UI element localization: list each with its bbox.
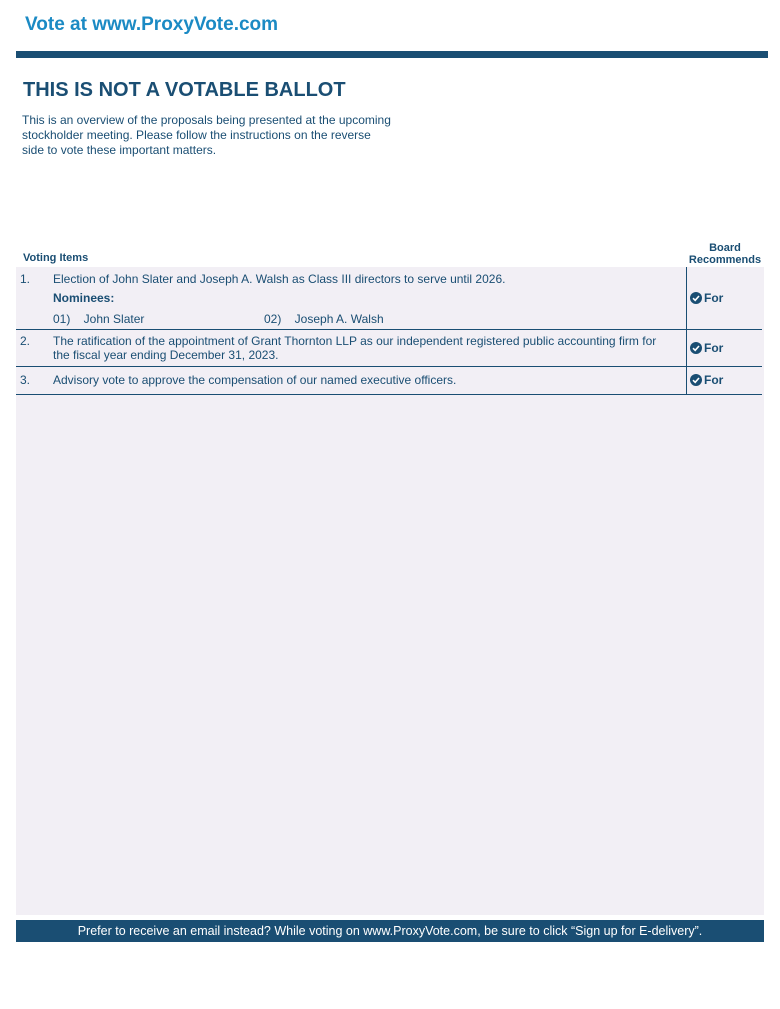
page-title: THIS IS NOT A VOTABLE BALLOT (23, 79, 346, 101)
voting-item-1 (16, 267, 762, 330)
item-text: Election of John Slater and Joseph A. Walsh as Class III directors to serve until 2026. (53, 272, 506, 286)
column-divider (686, 267, 687, 329)
item-text-line-1: The ratification of the appointment of Grant Thornton LLP as our independent registered public accounting firm for (53, 334, 657, 348)
column-divider (686, 367, 687, 394)
board-recommends-header (684, 242, 766, 266)
nominees-label: Nominees: (53, 291, 115, 305)
item-number: 3. (20, 373, 31, 387)
check-circle-icon (690, 292, 702, 304)
recommendation-label: For (704, 373, 724, 387)
header-rule (16, 51, 768, 58)
recommendation-label: For (704, 341, 724, 355)
check-circle-icon (690, 374, 702, 386)
item-text-line-2: the fiscal year ending December 31, 2023. (53, 348, 279, 362)
intro-text: This is an overview of the proposals being presented at the upcoming stockholder meeting. Please follow the instructions on the reverse side to vote these important matters. (22, 113, 391, 157)
item-number: 2. (20, 334, 31, 348)
recommendation (690, 373, 723, 387)
nominee-1: 01) John Slater (53, 312, 145, 326)
nominee-2: 02) Joseph A. Walsh (264, 312, 384, 326)
recommends-label: Recommends (688, 254, 762, 266)
item-text: Advisory vote to approve the compensation of our named executive officers. (53, 373, 457, 387)
check-circle-icon (690, 342, 702, 354)
edelivery-banner: Prefer to receive an email instead? While voting on www.ProxyVote.com, be sure to click “Sign up for E-delivery”. (16, 920, 764, 942)
recommendation (690, 291, 723, 305)
vote-link[interactable]: Vote at www.ProxyVote.com (25, 14, 279, 35)
recommendation-label: For (704, 291, 724, 305)
voting-item-2 (16, 330, 762, 367)
board-label: Board (709, 242, 741, 254)
recommendation (690, 341, 723, 355)
voting-item-3 (16, 367, 762, 395)
column-divider (686, 330, 687, 366)
item-number: 1. (20, 272, 31, 286)
voting-items-header: Voting Items (23, 252, 89, 264)
